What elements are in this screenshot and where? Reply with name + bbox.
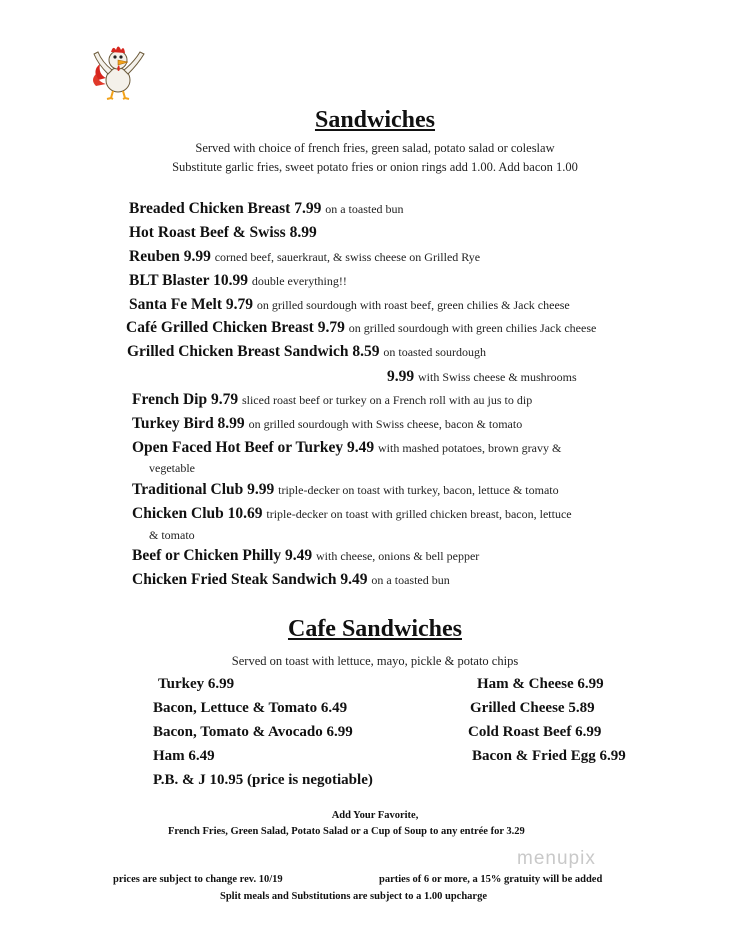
- cafe-item-left: Turkey 6.99: [158, 676, 235, 692]
- item-name: Hot Roast Beef & Swiss 8.99: [129, 224, 317, 241]
- cafe-sandwiches-title: Cafe Sandwiches: [287, 616, 462, 642]
- cafe-item-left: Ham 6.49: [153, 748, 215, 764]
- menu-item: [129, 272, 347, 290]
- item-name: Breaded Chicken Breast 7.99: [129, 200, 322, 217]
- menu-item-variant: [387, 368, 577, 386]
- item-name: Beef or Chicken Philly 9.49: [132, 547, 313, 564]
- item-name: Chicken Fried Steak Sandwich 9.49: [132, 571, 368, 588]
- cafe-sandwiches-note: Served on toast with lettuce, mayo, pickle & potato chips: [231, 654, 519, 668]
- menu-item: [132, 571, 450, 589]
- split-meals-note: Split meals and Substitutions are subject to a 1.00 upcharge: [220, 891, 488, 902]
- menu-item: [132, 481, 559, 499]
- item-name: BLT Blaster 10.99: [129, 272, 249, 289]
- item-desc: on grilled sourdough with green chilies Jack cheese: [348, 321, 597, 335]
- menu-item: [132, 391, 532, 409]
- price-change-note: prices are subject to change rev. 10/19: [113, 874, 283, 885]
- item-price: 9.99: [387, 368, 415, 385]
- menu-item: [127, 343, 486, 361]
- item-name: Chicken Club 10.69: [132, 505, 263, 522]
- item-desc: with mashed potatoes, brown gravy &: [378, 441, 562, 455]
- menu-item: [132, 439, 561, 457]
- item-desc-continued: vegetable: [149, 461, 195, 475]
- menu-item: [129, 224, 317, 242]
- item-desc: on a toasted bun: [371, 573, 450, 587]
- item-desc: double everything!!: [251, 274, 347, 288]
- menu-item: [132, 547, 479, 565]
- cafe-item-left: Bacon, Lettuce & Tomato 6.49: [153, 700, 348, 716]
- cafe-item-right: Ham & Cheese 6.99: [477, 676, 604, 692]
- item-name: Grilled Chicken Breast Sandwich 8.59: [127, 343, 380, 360]
- item-desc: triple-decker on toast with turkey, bacon, lettuce & tomato: [278, 483, 559, 497]
- item-name: Open Faced Hot Beef or Turkey 9.49: [132, 439, 375, 456]
- menu-item: [126, 319, 596, 337]
- item-desc: on a toasted bun: [325, 202, 404, 216]
- item-desc: on grilled sourdough with Swiss cheese, bacon & tomato: [248, 417, 523, 431]
- menu-item: [129, 248, 480, 266]
- sandwiches-sides-note: Served with choice of french fries, green salad, potato salad or coleslaw: [195, 141, 555, 155]
- cafe-item-right: Grilled Cheese 5.89: [470, 700, 595, 716]
- rooster-logo: [88, 40, 152, 100]
- item-desc: sliced roast beef or turkey on a French roll with au jus to dip: [241, 393, 533, 407]
- add-favorite-heading: Add Your Favorite,: [331, 810, 419, 821]
- item-name: Traditional Club 9.99: [132, 481, 275, 498]
- item-name: Santa Fe Melt 9.79: [129, 296, 253, 313]
- item-desc: with Swiss cheese & mushrooms: [418, 370, 577, 384]
- item-desc: triple-decker on toast with grilled chicken breast, bacon, lettuce: [266, 507, 572, 521]
- item-desc: with cheese, onions & bell pepper: [316, 549, 480, 563]
- item-desc-continued: & tomato: [149, 528, 195, 542]
- cafe-item-left: P.B. & J 10.95 (price is negotiable): [153, 772, 373, 788]
- cafe-item-right: Cold Roast Beef 6.99: [468, 724, 602, 740]
- menupix-watermark: menupix: [517, 848, 596, 869]
- item-desc: on toasted sourdough: [383, 345, 487, 359]
- item-desc: on grilled sourdough with roast beef, green chilies & Jack cheese: [256, 298, 570, 312]
- sandwiches-title: Sandwiches: [314, 107, 436, 133]
- sandwiches-substitute-note: Substitute garlic fries, sweet potato fries or onion rings add 1.00. Add bacon 1.00: [172, 160, 578, 174]
- menu-item: [132, 415, 522, 433]
- add-favorite-details: French Fries, Green Salad, Potato Salad or a Cup of Soup to any entrée for 3.29: [168, 826, 525, 837]
- menu-item: [132, 505, 572, 523]
- gratuity-note: parties of 6 or more, a 15% gratuity will be added: [379, 874, 603, 885]
- cafe-item-left: Bacon, Tomato & Avocado 6.99: [153, 724, 353, 740]
- menu-item: [129, 200, 404, 218]
- item-desc: corned beef, sauerkraut, & swiss cheese on Grilled Rye: [214, 250, 481, 264]
- menu-item: [129, 296, 570, 314]
- item-name: Reuben 9.99: [129, 248, 211, 265]
- item-name: Café Grilled Chicken Breast 9.79: [126, 319, 345, 336]
- item-name: French Dip 9.79: [132, 391, 239, 408]
- item-name: Turkey Bird 8.99: [132, 415, 245, 432]
- cafe-item-right: Bacon & Fried Egg 6.99: [472, 748, 626, 764]
